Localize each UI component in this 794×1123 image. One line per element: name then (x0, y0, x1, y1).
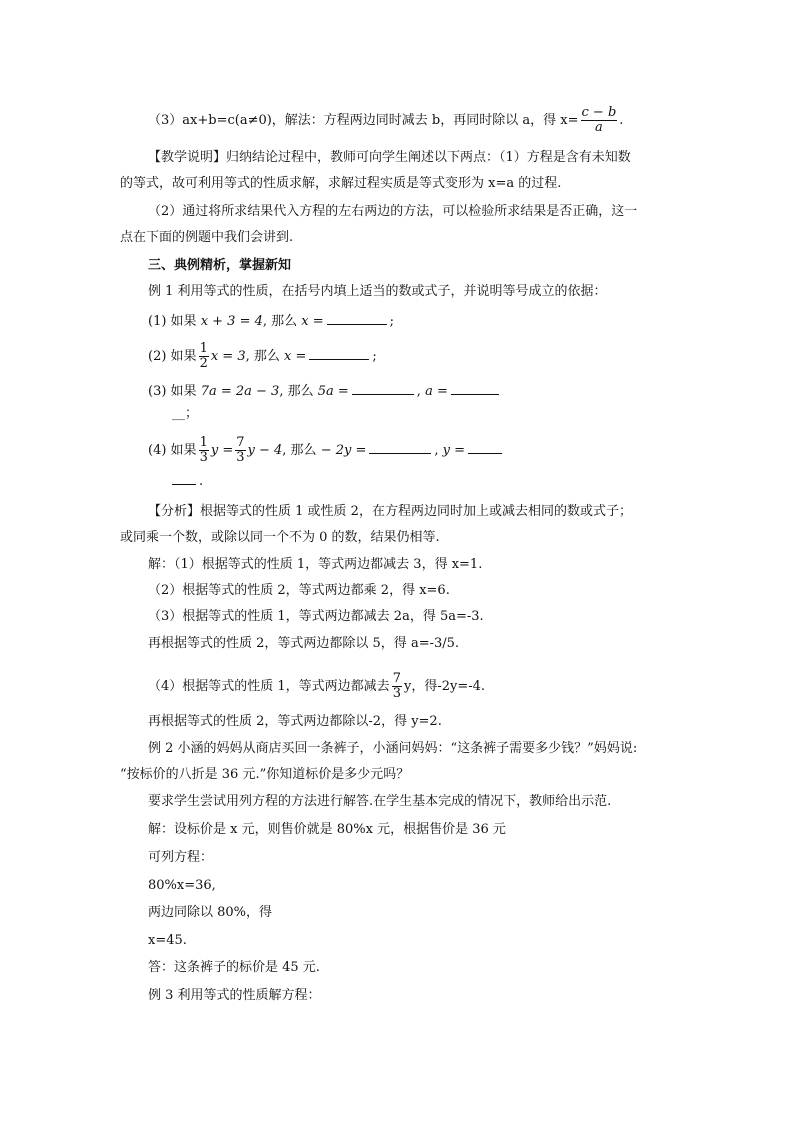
q1-then: , 那么 (262, 314, 302, 329)
q3-prefix: (3) 如果 (148, 384, 201, 399)
q4-prefix: (4) 如果 (148, 443, 197, 458)
fraction-denominator: a (595, 120, 603, 135)
answer-blank[interactable] (451, 382, 499, 395)
solution-4-suffix: y，得-2y=-4. (403, 679, 486, 694)
q1-variable: x = (301, 314, 324, 329)
fraction-c-minus-b-over-a (581, 106, 618, 135)
q2-expression: x = 3 (210, 349, 246, 364)
example-2-result: x=45. (148, 933, 187, 948)
q2-then: , 那么 (245, 349, 285, 364)
q2-variable: x = (284, 349, 307, 364)
fraction-numerator: 1 (199, 341, 208, 356)
fraction-numerator: 7 (236, 435, 245, 450)
fraction-one-half (199, 342, 209, 371)
fraction-numerator: 7 (392, 671, 401, 686)
method-period: . (619, 113, 624, 128)
fraction-denominator: 3 (199, 450, 208, 465)
q2-prefix: (2) 如果 (148, 349, 197, 364)
q3-expression: 7a = 2a − 3 (200, 384, 280, 399)
fraction-one-third (199, 436, 209, 465)
q3-then: , 那么 (279, 384, 318, 399)
teaching-note-line-1: 【教学说明】归纳结论过程中，教师可向学生阐述以下两点：（1）方程是含有未知数 (148, 150, 631, 165)
q4-variable-2: y = (442, 443, 466, 458)
solution-3: （3）根据等式的性质 1，等式两边都减去 2a，得 5a=-3. (148, 609, 484, 624)
method-line-3 (148, 106, 623, 135)
q3-variable-1: 5a = (317, 384, 349, 399)
fraction-denominator: 3 (392, 686, 401, 701)
example-1-question-4-cont (172, 472, 203, 490)
teaching-note-line-2: 的等式，故可利用等式的性质求解，求解过程实质是等式变形为 x=a 的过程. (120, 176, 562, 191)
example-1-title: 例 1 利用等式的性质，在括号内填上适当的数或式子，并说明等号成立的依据： (148, 284, 607, 299)
example-2-line-2: “按标价的八折是 36 元.”你知道标价是多少元吗？ (120, 767, 410, 782)
fraction-seven-thirds (235, 436, 245, 465)
solution-1: 解：（1）根据等式的性质 1，等式两边都减去 3，得 x=1. (148, 557, 483, 572)
teaching-note-line-3: （2）通过将所求结果代入方程的左右两边的方法，可以检验所求结果是否正确，这一 (148, 204, 638, 219)
example-2-line-1: 例 2 小涵的妈妈从商店买回一条裤子，小涵问妈妈：“这条裤子需要多少钱？”妈妈说: (148, 741, 638, 756)
solution-4-prefix: （4）根据等式的性质 1，等式两边都减去 (148, 679, 390, 694)
analysis-line-1: 【分析】根据等式的性质 1 或性质 2，在方程两边同时加上或减去相同的数或式子； (148, 504, 632, 519)
example-2-line-3: 要求学生尝试用列方程的方法进行解答.在学生基本完成的情况下，教师给出示范. (148, 794, 612, 809)
answer-blank[interactable] (468, 441, 502, 454)
example-2-equation: 80%x=36, (148, 878, 216, 893)
q4-expression: y − 4 (247, 443, 283, 458)
section-heading: 三、典例精析，掌握新知 (148, 258, 292, 273)
fraction-numerator: c − b (581, 105, 617, 120)
answer-blank[interactable] (327, 312, 387, 325)
fraction-numerator: 1 (199, 435, 208, 450)
q4-end: . (199, 474, 204, 489)
fraction-denominator: 2 (199, 356, 208, 371)
q1-prefix: (1) 如果 (148, 314, 201, 329)
example-1-question-2 (148, 342, 377, 371)
teaching-note-line-4: 点在下面的例题中我们会讲到. (120, 230, 294, 245)
method-text: （3）ax+b=c(a≠0)，解法：方程两边同时减去 b，再同时除以 a，得 x= (148, 113, 579, 128)
example-3-title: 例 3 利用等式的性质解方程： (148, 988, 321, 1003)
example-1-question-1 (148, 312, 394, 330)
solution-4b: 再根据等式的性质 2，等式两边都除以-2，得 y=2. (148, 714, 442, 729)
solution-4 (148, 672, 485, 701)
example-2-solution-2: 可列方程： (148, 850, 214, 865)
answer-blank[interactable] (309, 347, 369, 360)
solution-3b: 再根据等式的性质 2，等式两边都除以 5，得 a=-3/5. (148, 636, 460, 651)
q4-y-equals: y = (210, 443, 234, 458)
solution-2: （2）根据等式的性质 2，等式两边都乘 2，得 x=6. (148, 583, 450, 598)
answer-blank[interactable] (369, 441, 431, 454)
q1-expression: x + 3 = 4 (200, 314, 263, 329)
example-1-question-4 (148, 436, 505, 465)
example-1-question-3-cont: __； (172, 406, 199, 421)
q3-comma: , (416, 384, 421, 399)
q2-end: ; (372, 349, 377, 364)
example-2-solution-1: 解：设标价是 x 元，则售价就是 80%x 元，根据售价是 36 元 (148, 822, 506, 837)
fraction-seven-thirds (392, 672, 402, 701)
fraction-denominator: 3 (236, 450, 245, 465)
example-2-answer: 答：这条裤子的标价是 45 元. (148, 960, 320, 975)
answer-blank[interactable] (352, 382, 414, 395)
example-2-solution-4: 两边同除以 80%，得 (148, 905, 273, 920)
q1-end: ; (389, 314, 395, 329)
example-1-question-3 (148, 382, 502, 400)
q4-variable-1: − 2y = (320, 443, 367, 458)
q4-then: , 那么 (282, 443, 321, 458)
q3-variable-2: a = (425, 384, 448, 399)
answer-blank[interactable] (172, 472, 196, 485)
q4-comma: , (434, 443, 439, 458)
analysis-line-2: 或同乘一个数，或除以同一个不为 0 的数，结果仍相等. (120, 530, 440, 545)
